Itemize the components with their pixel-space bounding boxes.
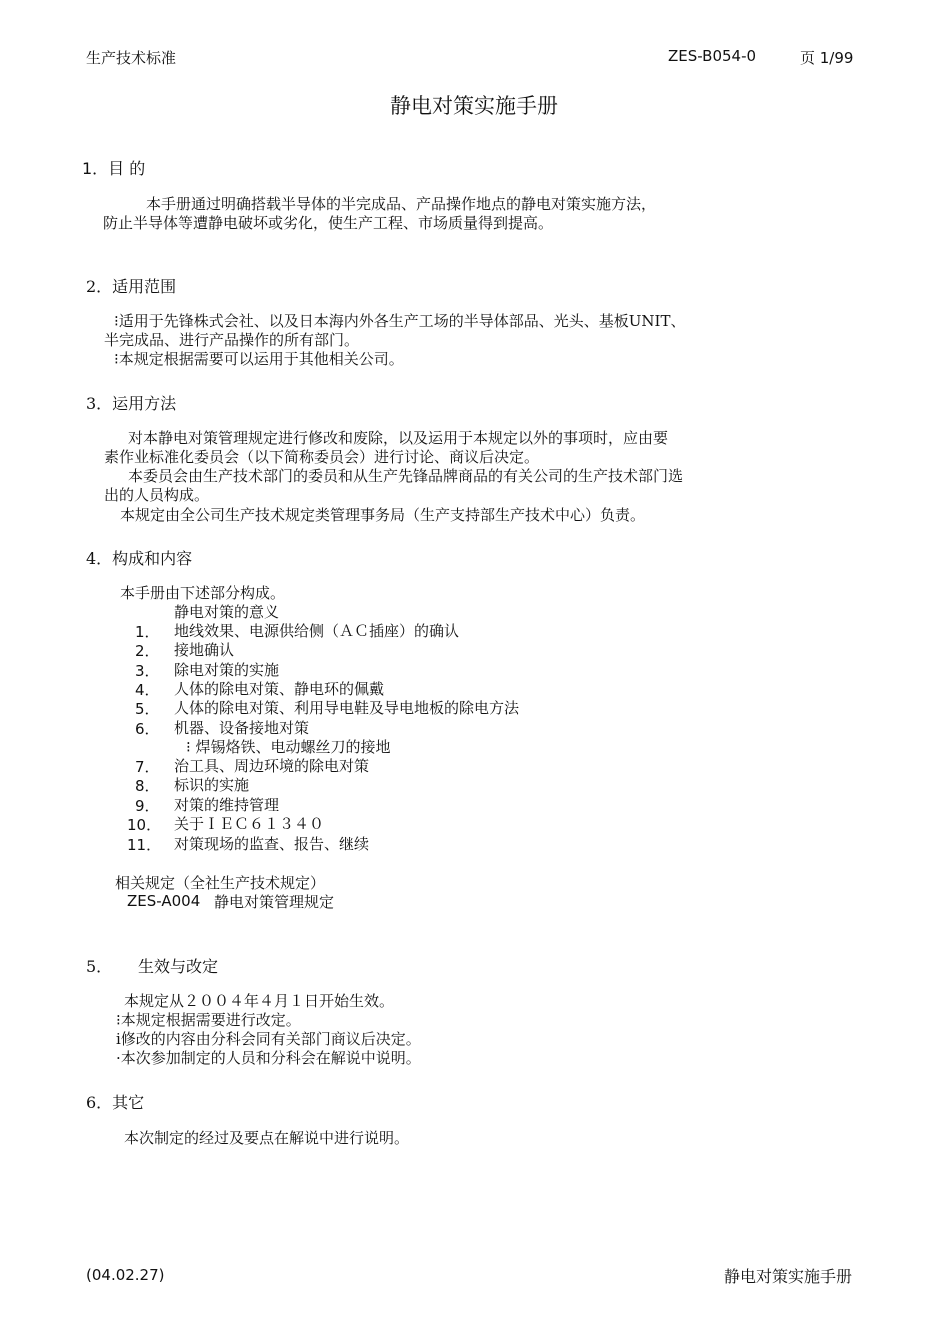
list-item: 关于ＩＥＣ６１３４０ <box>174 815 325 833</box>
section-6-heading: 6．其它 <box>86 1093 145 1112</box>
section-1-line: 防止半导体等遭静电破坏或劣化，使生产工程、市场质量得到提高。 <box>103 214 554 232</box>
section-5-line: ·本次参加制定的人员和分科会在解说中说明。 <box>116 1049 421 1067</box>
section-3-line: 本规定由全公司生产技术规定类管理事务局（生产支持部生产技术中心）负责。 <box>120 506 646 524</box>
section-5-line: ⁝本规定根据需要进行改定。 <box>116 1011 301 1029</box>
list-item-number: 3． <box>135 662 160 680</box>
section-5-heading: 生效与改定 <box>138 957 219 976</box>
list-item-number: 11． <box>127 836 162 854</box>
footer-date: (04.02.27) <box>86 1266 165 1284</box>
list-item-number: 9． <box>135 797 160 815</box>
related-rule-code: ZES-A004 <box>127 892 201 910</box>
list-item: 人体的除电对策、静电环的佩戴 <box>174 680 385 698</box>
section-2-heading: 2．适用范围 <box>86 277 177 296</box>
list-item-number: 1． <box>135 623 160 641</box>
list-sub-item: ⁝ 焊锡烙铁、电动螺丝刀的接地 <box>186 738 391 756</box>
list-item: 接地确认 <box>174 641 235 659</box>
footer-title: 静电对策实施手册 <box>724 1267 853 1286</box>
list-item-number: 4． <box>135 681 160 699</box>
section-2-line: ⁝本规定根据需要可以运用于其他相关公司。 <box>114 350 404 368</box>
section-1-heading: 1．目 的 <box>82 159 146 178</box>
section-5-line: ⅰ修改的内容由分科会同有关部门商议后决定。 <box>116 1030 421 1048</box>
list-item: 机器、设备接地对策 <box>174 719 310 737</box>
section-2-line: 半完成品、进行产品操作的所有部门。 <box>104 331 360 349</box>
section-6-line: 本次制定的经过及要点在解说中进行说明。 <box>124 1129 410 1147</box>
list-item: 治工具、周边环境的除电对策 <box>174 757 370 775</box>
header-standard-label: 生产技术标准 <box>86 49 177 67</box>
list-item-number: 2． <box>135 642 160 660</box>
header-page-number: 页 1/99 <box>800 49 854 67</box>
section-2-line: ⁝适用于先锋株式会社、以及日本海内外各生产工场的半导体部品、光头、基板UNIT、 <box>114 312 686 330</box>
section-4-intro: 本手册由下述部分构成。 <box>120 584 286 602</box>
section-3-heading: 3．运用方法 <box>86 394 177 413</box>
list-item-number: 10． <box>127 816 162 834</box>
list-item: 人体的除电对策、利用导电鞋及导电地板的除电方法 <box>174 699 520 717</box>
related-rules-heading: 相关规定（全社生产技术规定） <box>115 874 326 892</box>
section-5-line: 本规定从２００４年４月１日开始生效。 <box>124 992 395 1010</box>
list-item: 对策的维持管理 <box>174 796 280 814</box>
section-3-line: 本委员会由生产技术部门的委员和从生产先锋品牌商品的有关公司的生产技术部门选 <box>128 467 684 485</box>
section-3-line: 对本静电对策管理规定进行修改和废除，以及运用于本规定以外的事项时，应由要 <box>128 429 669 447</box>
section-4-heading: 4．构成和内容 <box>86 549 193 568</box>
section-1-line: 本手册通过明确搭载半导体的半完成品、产品操作地点的静电对策实施方法， <box>146 195 657 213</box>
section-5-heading-number: 5． <box>86 957 113 976</box>
list-item-number: 5． <box>135 700 160 718</box>
list-item-number: 8． <box>135 777 160 795</box>
list-item: 除电对策的实施 <box>174 661 280 679</box>
header-doc-number: ZES-B054-0 <box>668 47 757 65</box>
list-item: 地线效果、电源供给侧（ＡＣ插座）的确认 <box>174 622 460 640</box>
section-4-preface: 静电对策的意义 <box>174 603 280 621</box>
list-item-number: 6． <box>135 720 160 738</box>
list-item-number: 7． <box>135 758 160 776</box>
section-3-line: 素作业标准化委员会（以下简称委员会）进行讨论、商议后决定。 <box>104 448 540 466</box>
section-3-line: 出的人员构成。 <box>104 486 210 504</box>
document-title: 静电对策实施手册 <box>390 94 558 118</box>
list-item: 对策现场的监查、报告、继续 <box>174 835 370 853</box>
related-rule-title: 静电对策管理规定 <box>214 893 335 911</box>
list-item: 标识的实施 <box>174 776 250 794</box>
